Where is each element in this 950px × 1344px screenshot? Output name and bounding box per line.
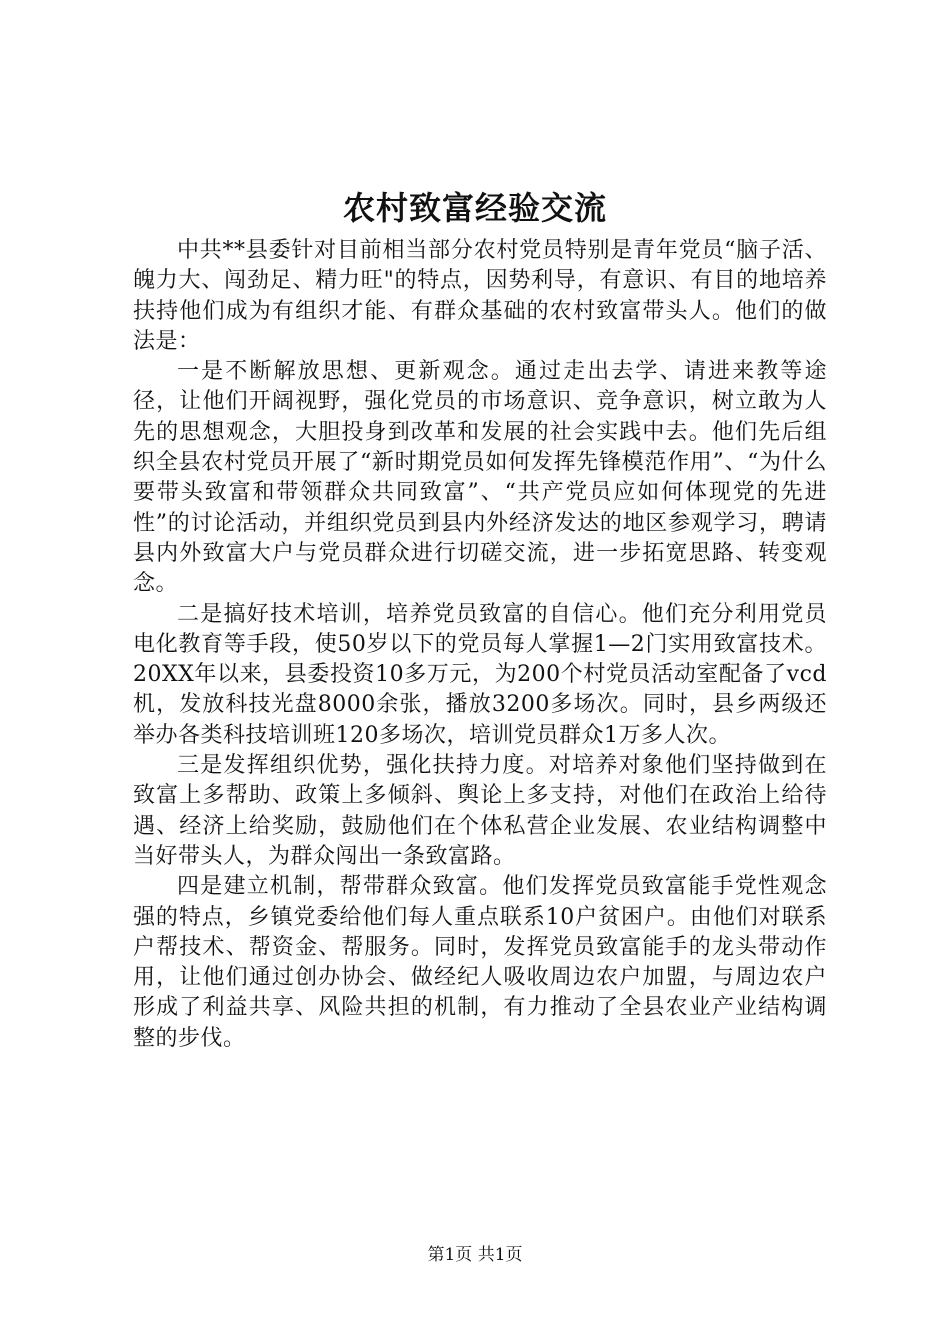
document-body [133, 236, 827, 1054]
paragraph-intro: 中共**县委针对目前相当部分农村党员特别是青年党员“脑子活、魄力大、闯劲足、精力旺"的特点，因势利导，有意识、有目的地培养扶持他们成为有组织才能、有群众基础的农村致富带头人。他们的做法是： [133, 238, 827, 354]
paragraph-three: 三是发挥组织优势，强化扶持力度。对培养对象他们坚持做到在致富上多帮助、政策上多倾斜、舆论上多支持，对他们在政治上给待遇、经济上给奖励，鼓励他们在个体私营企业发展、农业结构调整中当好带头人，为群众闯出一条致富路。 [133, 753, 827, 869]
page-footer: 第1页 共1页 [427, 1245, 523, 1265]
paragraph-four: 四是建立机制，帮带群众致富。他们发挥党员致富能手党性观念强的特点，乡镇党委给他们每人重点联系10户贫困户。由他们对联系户帮技术、帮资金、帮服务。同时，发挥党员致富能手的龙头带动作用，让他们通过创办协会、做经纪人吸收周边农户加盟，与周边农户形成了利益共享、风险共担的机制，有力推动了全县农业产业结构调整的步伐。 [133, 874, 827, 1051]
document-title: 农村致富经验交流 [342, 189, 607, 227]
paragraph-one: 一是不断解放思想、更新观念。通过走出去学、请进来教等途径，让他们开阔视野，强化党员的市场意识、竞争意识，树立敢为人先的思想观念，大胆投身到改革和发展的社会实践中去。他们先后组织全县农村党员开展了“新时期党员如何发挥先锋模范作用”、“为什么要带头致富和带领群众共同致富”、“共产党员应如何体现党的先进性”的讨论活动，并组织党员到县内外经济发达的地区参观学习，聘请县内外致富大户与党员群众进行切磋交流，进一步拓宽思路、转变观念。 [133, 359, 827, 597]
paragraph-two: 二是搞好技术培训，培养党员致富的自信心。他们充分利用党员电化教育等手段，使50岁以下的党员每人掌握1—2门实用致富技术。20XX年以来，县委投资10多万元，为200个村党员活动室配备了vcd机，发放科技光盘8000余张，播放3200多场次。同时，县乡两级还举办各类科技培训班120多场次，培训党员群众1万多人次。 [133, 601, 827, 748]
